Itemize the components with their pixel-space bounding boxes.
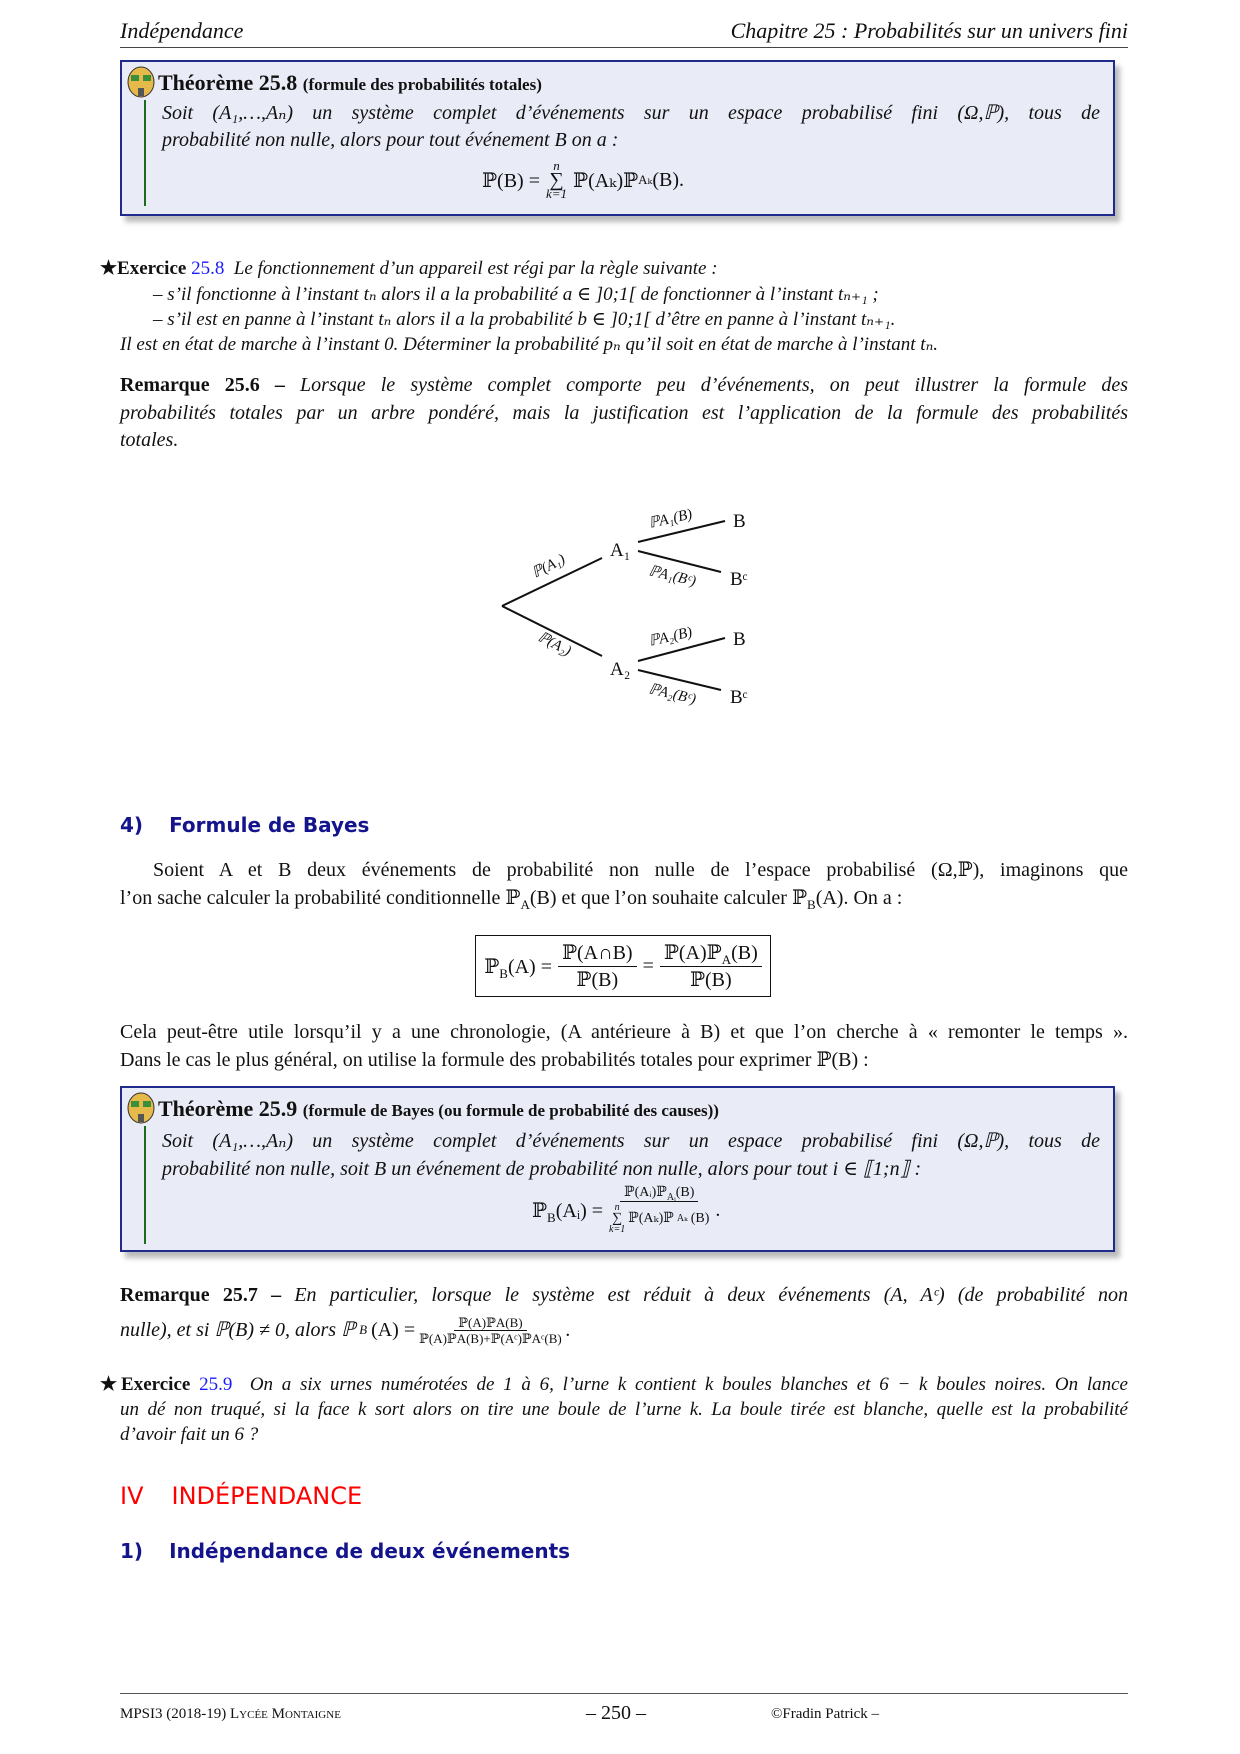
text-part: ℙ [484, 955, 500, 978]
theorem-box-25-9 [120, 1086, 1115, 1252]
text-part: (B) [690, 1210, 710, 1226]
text-part: (B) [675, 1185, 695, 1200]
section-heading-independance [120, 1539, 570, 1563]
theorem-subtitle: (formule des probabilités totales) [302, 75, 542, 94]
section-title: Formule de Bayes [169, 813, 370, 837]
section-title: Indépendance de deux événements [169, 1539, 571, 1563]
denominator: ℙ(A)ℙA(B)+ℙ(Aᶜ)ℙAᶜ(B) [419, 1330, 562, 1346]
section-number: 4) [120, 813, 144, 837]
node-b: B [733, 629, 746, 650]
numerator: ℙ(A)ℙA(B) [454, 1315, 526, 1331]
remark-text: probabilités totales par un arbre pondéré, mais la justification est l’application de la formule des probabilités [120, 402, 1128, 424]
numerator: ℙ(A)ℙ$_A$(B) [660, 940, 762, 967]
exercise-label: Exercice [121, 1374, 191, 1395]
denominator: ℙ(B) [689, 968, 732, 991]
bayes-boxed-formula [475, 935, 771, 997]
sum-sign: ∑ [549, 169, 564, 191]
theorem-bar [144, 1126, 146, 1244]
exercise-item: – s’il fonctionne à l’instant tₙ alors il a la probabilité a ∈ ]0;1[ de fonctionner à l’instant tₙ₊₁ ; [153, 284, 879, 305]
text-part: ℙ [532, 1199, 548, 1222]
text-part: l’on sache calculer la probabilité conditionnelle ℙ [120, 887, 521, 909]
text-part: ℙ(Aₖ)ℙ [628, 1210, 674, 1226]
header-right: Chapitre 25 : Probabilités sur un univers fini [730, 18, 1128, 43]
page-number: – 250 – [586, 1702, 646, 1724]
remark-text: En particulier, lorsque le système est réduit à deux événements (A, Aᶜ) (de probabilité non [294, 1284, 1129, 1306]
node-bc: Bᶜ [730, 687, 748, 708]
header-left: Indépendance [120, 18, 244, 43]
sum-top: n [553, 158, 560, 173]
node-a2: A₂ [610, 659, 631, 680]
theorem-subtitle: (formule de Bayes (ou formule de probabilité des causes)) [302, 1101, 719, 1120]
exercise-text: On a six urnes numérotées de 1 à 6, l’urne k contient k boules blanches et 6 − k boules noires. On lance [249, 1374, 1128, 1395]
remark-text: Lorsque le système complet comporte peu d’événements, on peut illustrer la formule des [300, 374, 1129, 396]
theorem-text: probabilité non nulle, soit B un événement de probabilité non nulle, alors pour tout i ∈ ⟦1;n⟧ : [162, 1158, 922, 1180]
sum-symbol [609, 1202, 625, 1235]
remark-text: totales. [120, 429, 179, 451]
sum-sign: ∑ [612, 1211, 623, 1226]
sum-top: n [614, 1202, 620, 1213]
theorem-number: Théorème 25.9 [158, 1096, 298, 1121]
label-p-a1: ℙ(A₁) [529, 551, 568, 582]
text-part: (A) = [371, 1319, 416, 1341]
label-p-a2-b: ℙA₂(B) [647, 624, 694, 650]
exercise-text: Il est en état de marche à l’instant 0. Déterminer la probabilité pₙ qu’il soit en état de marche à l’instant tₙ. [120, 334, 939, 355]
remark-text: nulle), et si ℙ(B) ≠ 0, alors ℙ [120, 1319, 356, 1341]
period: . [565, 1319, 571, 1341]
exercise-25-9-line1: ★Exercice 25.9 On a six urnes numérotées de 1 à 6, l’urne k contient k boules blanches et 6 − k boules noires. On lance [100, 1374, 1128, 1395]
paragraph-text: Cela peut-être utile lorsqu’il y a une chronologie, (A antérieure à B) et que l’on cherche à « remonter le temps ». [120, 1021, 1128, 1043]
label-p-a2: ℙ(A₂) [535, 629, 574, 660]
formula-part: ℙ(B) = [482, 169, 540, 192]
sum-bottom: k=1 [545, 186, 568, 201]
paragraph-text: Soient A et B deux événements de probabilité non nulle de l’espace probabilisé (Ω,ℙ), imaginons que [153, 859, 1128, 881]
exercise-25-8-intro: ★Exercice 25.8 Le fonctionnement d’un appareil est régi par la règle suivante : [100, 258, 718, 279]
theorem-text: probabilité non nulle, alors pour tout événement B on a : [162, 129, 619, 151]
exercise-text: Le fonctionnement d’un appareil est régi par la règle suivante : [233, 258, 718, 279]
exercise-link[interactable]: 25.9 [199, 1374, 233, 1395]
label-p-a2-bc: ℙA₂(Bᶜ) [647, 681, 698, 708]
formula-lhs: ℙ$_B$(A) = [484, 955, 552, 981]
node-bc: Bᶜ [730, 569, 748, 590]
exercise-label: Exercice [117, 258, 187, 279]
fraction [419, 1315, 562, 1346]
numerator: ℙ(Aᵢ)ℙ$_{Aᵢ}$(B) [620, 1185, 698, 1202]
exercise-text: d’avoir fait un 6 ? [120, 1424, 259, 1445]
label-p-a1-b: ℙA₁(B) [647, 506, 694, 532]
fraction [609, 1185, 709, 1235]
text-part: ℙ(A)ℙ [663, 941, 722, 964]
text-part: (A). On a : [815, 887, 903, 909]
exercise-item: – s’il est en panne à l’instant tₙ alors il a la probabilité b ∈ ]0;1[ d’être en panne à l’instant tₙ₊₁. [153, 309, 896, 330]
part-title: INDÉPENDANCE [171, 1482, 363, 1510]
theorem-number: Théorème 25.8 [158, 70, 298, 95]
paragraph-text: l’on sache calculer la probabilité conditionnelle ℙ$_A$(B) et que l’on souhaite calculer ℙ$_B$(A). On a : [120, 887, 903, 912]
formula-part: ℙ(Aₖ)ℙ [573, 169, 639, 192]
text-part: (Aᵢ) = [555, 1199, 604, 1222]
remark-label: Remarque 25.6 – [120, 374, 285, 396]
text-part: ℙ(Aᵢ)ℙ [624, 1185, 667, 1200]
fraction [660, 940, 762, 993]
period: . [715, 1198, 721, 1221]
exercise-text: un dé non truqué, si la face k sort alors on tire une boule de l’urne k. La boule tirée est blanche, quelle est la probabilité [120, 1399, 1128, 1420]
text-part: (B) et que l’on souhaite calculer ℙ [529, 887, 808, 909]
node-b: B [733, 511, 746, 532]
theorem-text: Soit (A₁,…,Aₙ) un système complet d’événements sur un espace probabilisé fini (Ω,ℙ), tous de [162, 1130, 1100, 1152]
probability-tree [0, 0, 1240, 760]
denominator: n ∑ k=1 ℙ(Aₖ)ℙ Aₖ (B) [609, 1202, 710, 1235]
equals: = [642, 954, 654, 977]
formula-part: (B). [652, 168, 684, 191]
section-number: 1) [120, 1539, 144, 1563]
exercise-link[interactable]: 25.8 [191, 258, 225, 279]
text-part: (B) [731, 941, 758, 964]
theorem-text: Soit (A₁,…,Aₙ) un système complet d’événements sur un espace probabilisé fini (Ω,ℙ), tous de [162, 102, 1100, 124]
remark-25-7-line1 [120, 1282, 1128, 1308]
label-p-a1-bc: ℙA₁(Bᶜ) [647, 563, 698, 590]
text-part: (A) = [507, 955, 552, 978]
sum-bottom: k=1 [609, 1224, 626, 1235]
node-a1: A₁ [610, 540, 631, 561]
section-heading-bayes [120, 813, 369, 837]
formula-lhs: ℙ$_B$(Aᵢ) = [532, 1199, 604, 1225]
theorem-title [158, 1096, 719, 1124]
mask-icon [126, 1092, 156, 1124]
remark-label: Remarque 25.7 – [120, 1284, 282, 1306]
remark-25-7-line2: nulle), et si ℙ(B) ≠ 0, alors ℙ B (A) = $\frac{\text{ℙ(A)ℙA(B)}}{\text{ℙ(A)ℙA(B)+ℙ(Aᶜ)ℙAᶜ(B)}}$ . [120, 1314, 571, 1346]
denominator: ℙ(B) [576, 968, 619, 991]
part-number: IV [120, 1482, 144, 1510]
part-heading-independance [120, 1482, 362, 1510]
bayes-formula [532, 1185, 720, 1235]
footer-left: MPSI3 (2018-19) Lycée Montaigne [120, 1706, 341, 1722]
footer-right: ©Fradin Patrick – [771, 1706, 880, 1722]
numerator: ℙ(A∩B) [558, 940, 637, 967]
fraction [558, 940, 637, 993]
footer-rule [120, 1693, 1128, 1694]
paragraph-text: Dans le cas le plus général, on utilise la formule des probabilités totales pour exprimer ℙ(B) : [120, 1049, 869, 1071]
total-probability-formula: ℙ(B) = n ∑ k=1 ℙ(Aₖ)ℙ Aₖ (B). [482, 158, 684, 201]
